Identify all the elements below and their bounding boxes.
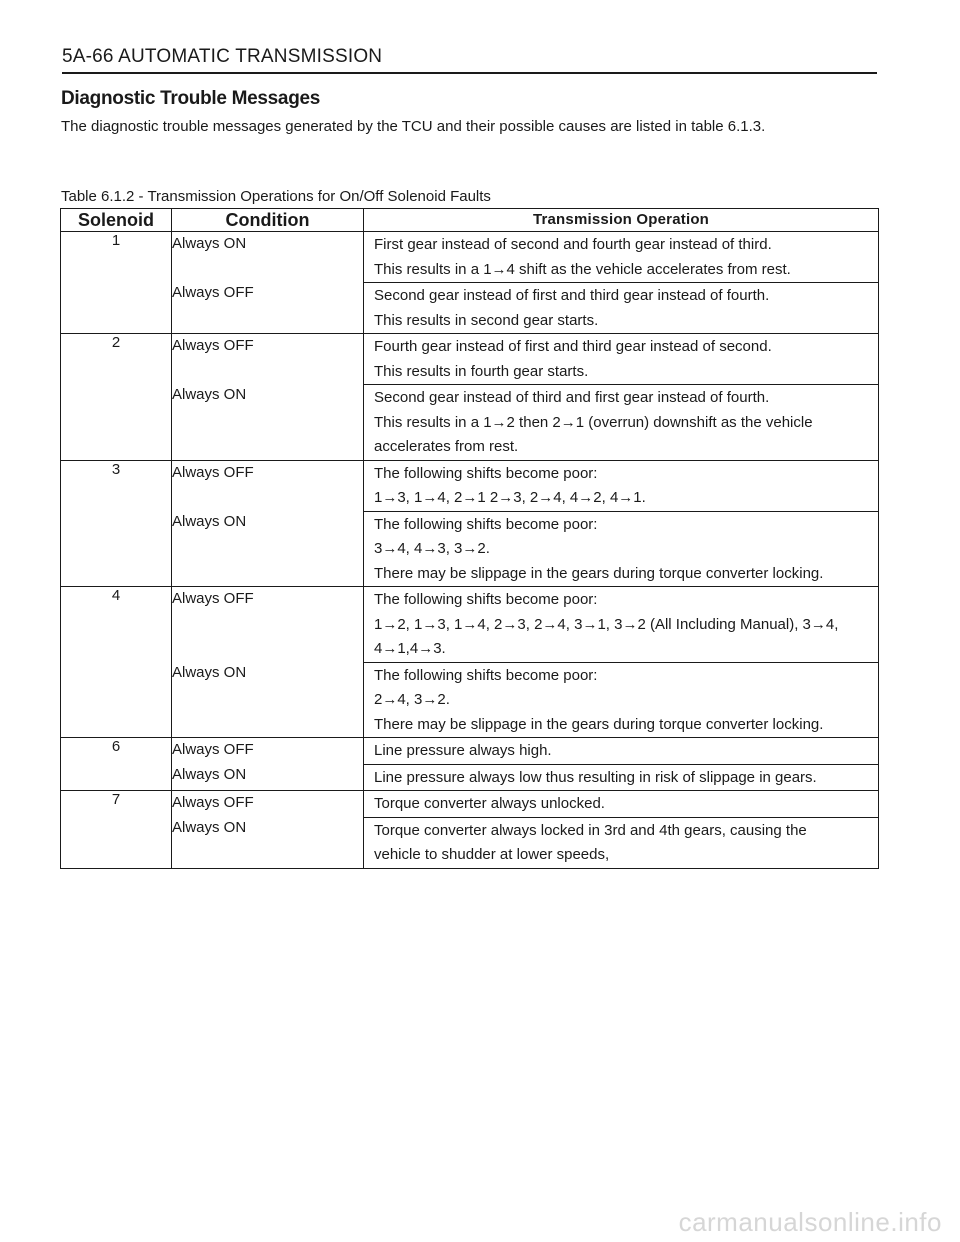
operation-block [364, 461, 878, 511]
condition-label: Always ON [172, 663, 247, 681]
table-row [61, 334, 879, 461]
table-row [61, 791, 879, 869]
table-row [61, 587, 879, 738]
condition-cell [172, 334, 364, 461]
operation-line: Second gear instead of third and first gear instead of fourth. [374, 389, 770, 406]
table-caption: Table 6.1.2 - Transmission Operations for On/Off Solenoid Faults [61, 188, 491, 205]
operation-line: Line pressure always high. [374, 742, 552, 759]
operation-line: Torque converter always unlocked. [374, 795, 605, 812]
operation-cell [364, 460, 879, 587]
condition-label: Always OFF [172, 284, 254, 301]
operation-line: Fourth gear instead of first and third gear instead of second. [374, 338, 772, 355]
operation-line: accelerates from rest. [374, 438, 519, 455]
header-condition: Condition [172, 209, 364, 232]
operation-cell [364, 232, 879, 334]
condition-label: Always OFF [172, 741, 254, 758]
header-solenoid: Solenoid [61, 209, 172, 232]
operation-line: Torque converter always locked in 3rd and 4th gears, causing the [374, 821, 807, 839]
table-row [61, 460, 879, 587]
intro-text: The diagnostic trouble messages generated by the TCU and their possible causes are listed in table 6.1.3. [61, 118, 766, 135]
operation-block [364, 764, 878, 791]
section-title: Diagnostic Trouble Messages [61, 88, 321, 109]
operation-line: 4→1,4→3. [374, 640, 446, 657]
condition-cell [172, 738, 364, 791]
operation-line: The following shifts become poor: [374, 515, 598, 533]
operation-cell [364, 334, 879, 461]
operation-block [364, 511, 878, 587]
operation-block [364, 334, 878, 384]
operation-block [364, 384, 878, 460]
operation-line: First gear instead of second and fourth gear instead of third. [374, 236, 772, 253]
page-header: 5A-66 AUTOMATIC TRANSMISSION [62, 46, 877, 74]
operation-line: 3→4, 4→3, 3→2. [374, 540, 490, 557]
condition-cell [172, 232, 364, 334]
table-row [61, 738, 879, 791]
condition-label: Always OFF [172, 337, 254, 354]
table-row [61, 232, 879, 334]
operation-block [364, 662, 878, 738]
operation-line: Line pressure always low thus resulting in risk of slippage in gears. [374, 768, 817, 786]
operation-block [364, 587, 878, 662]
condition-label: Always OFF [172, 590, 254, 607]
operation-block [364, 791, 878, 817]
condition-label: Always OFF [172, 463, 254, 481]
condition-label: Always ON [172, 818, 247, 836]
condition-label: Always ON [172, 765, 247, 783]
operation-line: The following shifts become poor: [374, 464, 598, 482]
operation-line: There may be slippage in the gears during torque converter locking. [374, 564, 824, 582]
operation-block [364, 738, 878, 764]
operation-block [364, 232, 878, 282]
operation-cell [364, 587, 879, 738]
operation-line: 2→4, 3→2. [374, 691, 450, 708]
condition-label: Always ON [172, 235, 247, 252]
operation-block [364, 817, 878, 868]
solenoid-number: 7 [61, 791, 172, 869]
condition-cell [172, 791, 364, 869]
solenoid-number: 2 [61, 334, 172, 461]
operation-line: 1→3, 1→4, 2→1 2→3, 2→4, 4→2, 4→1. [374, 489, 646, 506]
condition-label: Always OFF [172, 794, 254, 811]
solenoid-number: 1 [61, 232, 172, 334]
solenoid-number: 4 [61, 587, 172, 738]
operation-cell [364, 791, 879, 869]
operation-line: This results in fourth gear starts. [374, 362, 589, 380]
table-header-row [61, 209, 879, 232]
operation-line: The following shifts become poor: [374, 666, 598, 684]
operation-line: This results in a 1→2 then 2→1 (overrun) downshift as the vehicle [374, 413, 813, 431]
operation-block [364, 282, 878, 333]
header-operation: Transmission Operation [364, 209, 879, 232]
operation-line: Second gear instead of first and third gear instead of fourth. [374, 287, 770, 304]
solenoid-number: 6 [61, 738, 172, 791]
operation-line: 1→2, 1→3, 1→4, 2→3, 2→4, 3→1, 3→2 (All Including Manual), 3→4, [374, 615, 839, 633]
operation-line: The following shifts become poor: [374, 591, 598, 608]
operation-line: This results in second gear starts. [374, 311, 599, 329]
condition-cell [172, 460, 364, 587]
solenoid-faults-table [60, 208, 879, 869]
operation-line: There may be slippage in the gears during torque converter locking. [374, 715, 824, 733]
condition-label: Always ON [172, 512, 247, 530]
operation-cell [364, 738, 879, 791]
operation-line: This results in a 1→4 shift as the vehicle accelerates from rest. [374, 260, 791, 278]
operation-line: vehicle to shudder at lower speeds, [374, 846, 610, 863]
solenoid-number: 3 [61, 460, 172, 587]
watermark: carmanualsonline.info [678, 1207, 942, 1237]
condition-cell [172, 587, 364, 738]
condition-label: Always ON [172, 386, 247, 403]
